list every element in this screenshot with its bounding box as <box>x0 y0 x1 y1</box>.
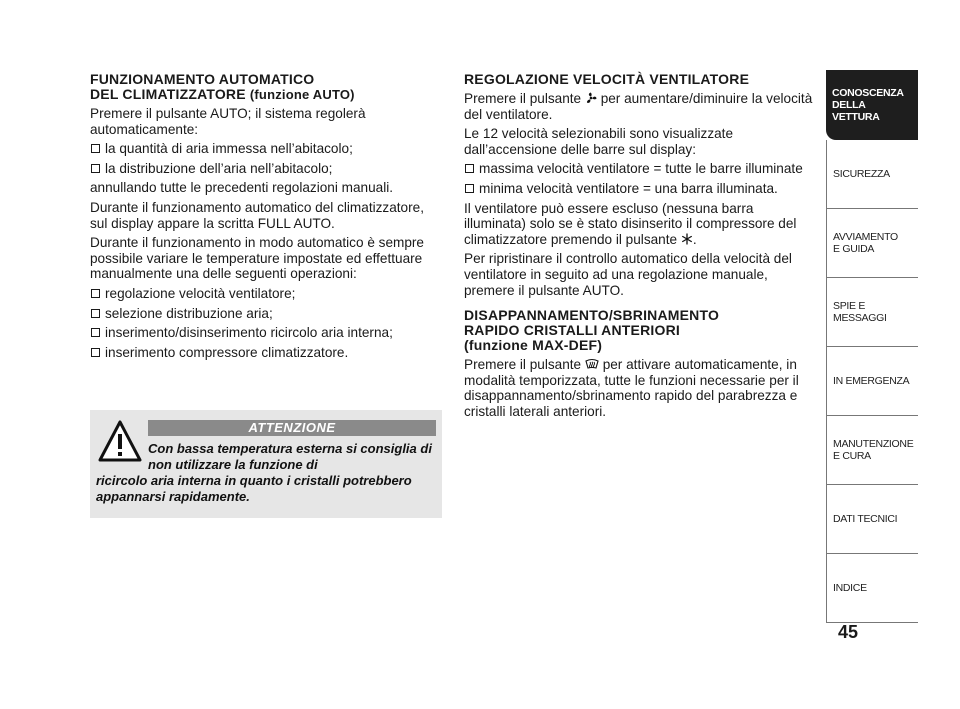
chapter-sidebar <box>826 70 918 623</box>
list-item <box>464 181 816 197</box>
list-item-text: inserimento compressore climatizzatore. <box>105 344 349 360</box>
tab-indice[interactable] <box>826 554 918 623</box>
paragraph: Premere il pulsante AUTO; il sistema regolerà automaticamente: <box>90 106 366 137</box>
tab-spie[interactable] <box>826 278 918 347</box>
heading-line: RAPIDO CRISTALLI ANTERIORI <box>464 322 680 339</box>
paragraph: Le 12 velocità selezionabili sono visualizzate dall’accensione delle barre sul display: <box>464 126 734 157</box>
heading-line: (funzione MAX-DEF) <box>464 337 603 354</box>
list-item <box>90 306 440 322</box>
warning-line: ricircolo aria interna in quanto i cristalli potrebbero appannarsi rapidamente. <box>96 473 412 504</box>
warning-text <box>96 441 436 505</box>
bullet-box-icon <box>91 289 100 298</box>
bullet-box-icon <box>91 144 100 153</box>
tab-label: MANUTENZIONE E CURA <box>833 438 914 462</box>
text: per attivare automaticamente, in modalità temporizzata, tutte le funzioni necessarie per il disappannamento/sbrinamento rapido del parabrezza e cristalli laterali anteriori. <box>464 357 799 419</box>
section-heading-fan: REGOLAZIONE VELOCITÀ VENTILATORE <box>464 71 750 87</box>
warning-label: ATTENZIONE <box>148 420 436 436</box>
paragraph <box>464 201 816 248</box>
text: Premere il pulsante <box>464 91 582 106</box>
text: Il ventilatore può essere escluso (nessuna barra illuminata) solo se è stato disinserito il compressore del climatizzatore premendo il pulsante <box>464 200 797 247</box>
heading-line: FUNZIONAMENTO AUTOMATICO <box>90 71 315 87</box>
bullet-box-icon <box>465 164 474 173</box>
bullet-box-icon <box>91 309 100 318</box>
text: . <box>692 231 697 247</box>
bullet-box-icon <box>91 348 100 357</box>
paragraph: Per ripristinare il controllo automatico della velocità del ventilatore in seguito ad una regolazione manuale, premere il pulsante AUTO. <box>464 251 792 298</box>
windshield-defrost-icon <box>585 358 599 370</box>
bullet-box-icon <box>91 328 100 337</box>
heading-line: DEL CLIMATIZZATORE <box>90 86 246 102</box>
list-item-text: massima velocità ventilatore = tutte le barre illuminate <box>479 161 803 177</box>
paragraph <box>464 357 816 419</box>
page-number: 45 <box>838 622 859 642</box>
tab-conoscenza[interactable] <box>826 70 918 140</box>
tab-manutenzione[interactable] <box>826 416 918 485</box>
warning-line: Con bassa temperatura esterna si consiglia di non utilizzare la funzione di <box>148 441 432 472</box>
tab-label: AVVIAMENTO E GUIDA <box>833 231 898 255</box>
tab-dati-tecnici[interactable] <box>826 485 918 554</box>
left-column <box>90 72 440 360</box>
list-item <box>90 286 440 302</box>
list-item <box>90 161 440 177</box>
paragraph <box>464 91 816 122</box>
snowflake-icon <box>681 233 693 245</box>
text: Premere il pulsante <box>464 357 582 373</box>
paragraph: Durante il funzionamento automatico del climatizzatore, sul display appare la scritta FULL AUTO. <box>90 199 424 231</box>
list-item <box>90 325 440 341</box>
section-heading-auto <box>90 72 440 102</box>
tab-avviamento[interactable] <box>826 209 918 278</box>
list-item-text: selezione distribuzione aria; <box>105 305 273 321</box>
heading-sub: (funzione AUTO) <box>249 87 355 102</box>
list-item <box>464 161 816 177</box>
list-item-text: regolazione velocità ventilatore; <box>105 285 296 301</box>
paragraph: annullando tutte le precedenti regolazioni manuali. <box>90 180 394 196</box>
heading-line: DISAPPANNAMENTO/SBRINAMENTO <box>464 307 720 324</box>
tab-emergenza[interactable] <box>826 347 918 416</box>
tab-label: CONOSCENZA DELLA VETTURA <box>832 87 904 123</box>
paragraph: Durante il funzionamento in modo automatico è sempre possibile variare le temperature impostate ed effettuare manualmente una delle seguenti operazioni: <box>90 235 424 282</box>
tab-sicurezza[interactable] <box>826 140 918 209</box>
bullet-box-icon <box>91 164 100 173</box>
tab-label: SICUREZZA <box>833 168 890 180</box>
list-item <box>90 141 440 157</box>
fan-icon <box>585 92 597 104</box>
list-item <box>90 345 440 361</box>
middle-column <box>464 72 816 420</box>
list-item-text: la distribuzione dell’aria nell’abitacolo; <box>105 160 333 176</box>
section-heading-defrost <box>464 308 816 353</box>
tab-label: SPIE E MESSAGGI <box>833 300 887 324</box>
tab-label: IN EMERGENZA <box>833 375 910 387</box>
tab-label: INDICE <box>833 582 867 594</box>
list-item-text: inserimento/disinserimento ricircolo aria interna; <box>105 325 393 341</box>
list-item-text: la quantità di aria immessa nell’abitacolo; <box>105 141 353 157</box>
text: per aumentare/diminuire la velocità del ventilatore. <box>464 91 813 122</box>
list-item-text: minima velocità ventilatore = una barra illuminata. <box>479 180 778 196</box>
tab-label: DATI TECNICI <box>833 513 898 525</box>
bullet-box-icon <box>465 184 474 193</box>
